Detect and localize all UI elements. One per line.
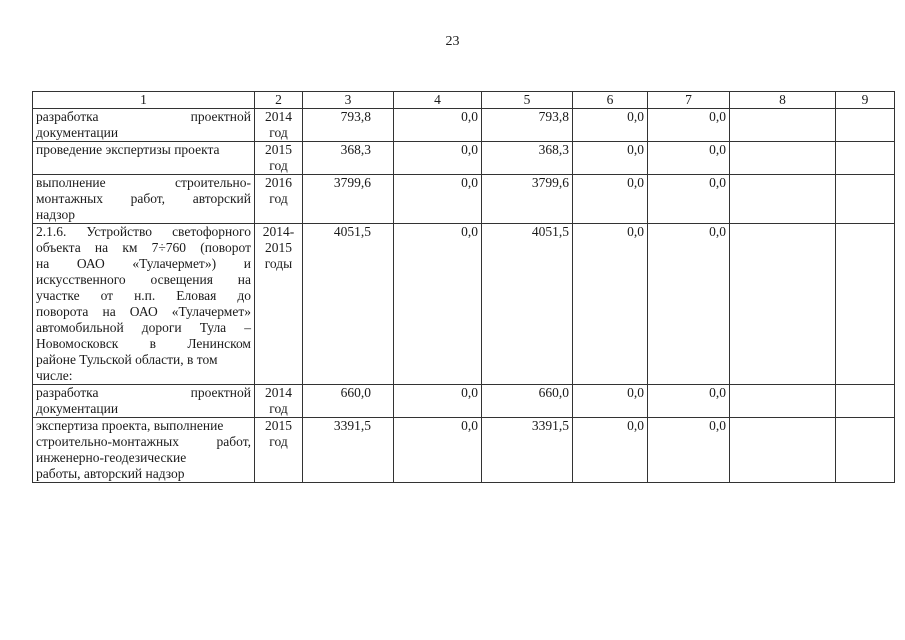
value-col-3: 3391,5 (303, 418, 394, 483)
item-name-line (36, 385, 251, 401)
item-name-word: экспертиза проекта, выполнение (36, 418, 224, 433)
value-col-3: 793,8 (303, 109, 394, 142)
item-name-line (36, 240, 251, 256)
item-name-word: Тула (199, 320, 227, 335)
item-name-word: км (122, 240, 138, 255)
value-col-4: 0,0 (394, 109, 482, 142)
period-line: 2014 (265, 109, 292, 124)
item-name-word: на (94, 240, 109, 255)
item-name-word: проектной (190, 385, 251, 400)
item-name-line (36, 207, 251, 223)
value-col-5: 368,3 (482, 142, 573, 175)
item-name-word: искусственного (36, 272, 126, 287)
column-header-row (33, 92, 895, 109)
item-name-word: выполнение (36, 175, 106, 190)
period-line: год (269, 401, 288, 416)
value-col-9 (836, 175, 895, 224)
item-name-word: проведение экспертизы проекта (36, 142, 220, 157)
item-name-word: поворота (36, 304, 89, 319)
table-row (33, 175, 895, 224)
value-col-6: 0,0 (573, 109, 648, 142)
period-cell (255, 175, 303, 224)
item-name-word: разработка (36, 109, 99, 124)
item-name-word: числе: (36, 368, 73, 383)
item-name (33, 109, 255, 142)
item-name-word: проектной (190, 109, 251, 124)
item-name-word: ОАО (76, 256, 105, 271)
table-row (33, 385, 895, 418)
table-row (33, 142, 895, 175)
value-col-9 (836, 224, 895, 385)
item-name-word: до (237, 288, 251, 303)
value-col-9 (836, 109, 895, 142)
value-col-3: 368,3 (303, 142, 394, 175)
value-col-4: 0,0 (394, 418, 482, 483)
item-name-word: районе Тульской области, в том (36, 352, 218, 367)
value-col-5: 4051,5 (482, 224, 573, 385)
item-name-line (36, 142, 251, 158)
item-name-word: светофорного (172, 224, 251, 239)
item-name-word: и (243, 256, 251, 271)
value-col-7: 0,0 (648, 385, 730, 418)
value-col-8 (730, 418, 836, 483)
value-col-8 (730, 385, 836, 418)
period-cell (255, 142, 303, 175)
item-name-word: строительно-монтажных (36, 434, 179, 449)
period-line: 2014- (262, 224, 295, 239)
item-name-line (36, 368, 251, 384)
value-col-5: 793,8 (482, 109, 573, 142)
item-name-word: авторский (192, 191, 251, 206)
item-name-word: «Тулачермет») (132, 256, 217, 271)
value-col-3: 3799,6 (303, 175, 394, 224)
value-col-3: 4051,5 (303, 224, 394, 385)
value-col-8 (730, 224, 836, 385)
item-name-word: автомобильной (36, 320, 124, 335)
value-col-4: 0,0 (394, 175, 482, 224)
item-name-line (36, 175, 251, 191)
item-name-word: монтажных (36, 191, 103, 206)
period-line: год (269, 125, 288, 140)
period-line: год (269, 158, 288, 173)
column-header: 3 (303, 92, 394, 109)
value-col-7: 0,0 (648, 224, 730, 385)
item-name-word: – (244, 320, 251, 335)
item-name-word: работы, авторский надзор (36, 466, 185, 481)
item-name-line (36, 288, 251, 304)
item-name-word: документации (36, 401, 119, 416)
value-col-7: 0,0 (648, 142, 730, 175)
item-name-line (36, 401, 251, 417)
item-name-word: Ленинском (187, 336, 251, 351)
item-name-word: дороги (141, 320, 182, 335)
item-name (33, 418, 255, 483)
item-name-line (36, 434, 251, 450)
item-name (33, 224, 255, 385)
item-name-word: работ, (216, 434, 251, 449)
item-name (33, 385, 255, 418)
item-name (33, 175, 255, 224)
period-line: год (269, 434, 288, 449)
page-number: 23 (445, 34, 460, 49)
period-line: 2016 (265, 175, 292, 190)
item-name-line (36, 109, 251, 125)
period-line: 2014 (265, 385, 292, 400)
value-col-6: 0,0 (573, 175, 648, 224)
value-col-6: 0,0 (573, 418, 648, 483)
item-name-word: Еловая (176, 288, 217, 303)
value-col-8 (730, 175, 836, 224)
period-cell (255, 224, 303, 385)
period-cell (255, 385, 303, 418)
item-name-word: инженерно-геодезические (36, 450, 187, 465)
item-name-word: (поворот (200, 240, 251, 255)
item-name-word: строительно- (174, 175, 251, 190)
column-header: 1 (33, 92, 255, 109)
value-col-4: 0,0 (394, 224, 482, 385)
value-col-6: 0,0 (573, 224, 648, 385)
column-header: 5 (482, 92, 573, 109)
item-name-word: на (237, 272, 251, 287)
period-cell (255, 418, 303, 483)
value-col-7: 0,0 (648, 175, 730, 224)
item-name-word: работ, (130, 191, 166, 206)
column-header: 8 (730, 92, 836, 109)
column-header: 2 (255, 92, 303, 109)
period-line: годы (264, 256, 293, 271)
item-name-word: на (36, 256, 50, 271)
period-cell (255, 109, 303, 142)
item-name-word: на (102, 304, 116, 319)
value-col-8 (730, 142, 836, 175)
item-name-word: н.п. (134, 288, 156, 303)
item-name-line (36, 336, 251, 352)
item-name-word: ОАО (129, 304, 158, 319)
item-name-line (36, 125, 251, 141)
value-col-9 (836, 418, 895, 483)
period-line: 2015 (265, 142, 292, 157)
value-col-5: 660,0 (482, 385, 573, 418)
column-header: 7 (648, 92, 730, 109)
item-name-word: документации (36, 125, 119, 140)
item-name-word: «Тулачермет» (171, 304, 251, 319)
value-col-4: 0,0 (394, 142, 482, 175)
item-name-word: Новомосковск (36, 336, 119, 351)
period-line: 2015 (265, 418, 292, 433)
item-name-word: объекта (36, 240, 81, 255)
item-name-line (36, 450, 251, 466)
value-col-9 (836, 142, 895, 175)
value-col-7: 0,0 (648, 418, 730, 483)
value-col-5: 3799,6 (482, 175, 573, 224)
value-col-8 (730, 109, 836, 142)
budget-table (32, 91, 895, 483)
item-name-line (36, 304, 251, 320)
item-name-line (36, 466, 251, 482)
item-name (33, 142, 255, 175)
item-name-word: 2.1.6. (36, 224, 67, 239)
column-header: 4 (394, 92, 482, 109)
period-line: год (269, 191, 288, 206)
column-header: 9 (836, 92, 895, 109)
item-name-line (36, 272, 251, 288)
value-col-6: 0,0 (573, 385, 648, 418)
column-header: 6 (573, 92, 648, 109)
table-row (33, 418, 895, 483)
value-col-4: 0,0 (394, 385, 482, 418)
table-row (33, 109, 895, 142)
table-row (33, 224, 895, 385)
value-col-3: 660,0 (303, 385, 394, 418)
item-name-word: разработка (36, 385, 99, 400)
item-name-word: в (149, 336, 157, 351)
item-name-line (36, 191, 251, 207)
value-col-6: 0,0 (573, 142, 648, 175)
item-name-word: от (100, 288, 114, 303)
value-col-5: 3391,5 (482, 418, 573, 483)
item-name-line (36, 352, 251, 368)
item-name-word: 7÷760 (151, 240, 187, 255)
period-line: 2015 (265, 240, 292, 255)
item-name-word: освещения (150, 272, 213, 287)
item-name-line (36, 224, 251, 240)
item-name-word: участке (36, 288, 80, 303)
value-col-9 (836, 385, 895, 418)
item-name-word: надзор (36, 207, 76, 222)
item-name-line (36, 418, 251, 434)
item-name-word: Устройство (86, 224, 153, 239)
item-name-line (36, 320, 251, 336)
value-col-7: 0,0 (648, 109, 730, 142)
item-name-line (36, 256, 251, 272)
